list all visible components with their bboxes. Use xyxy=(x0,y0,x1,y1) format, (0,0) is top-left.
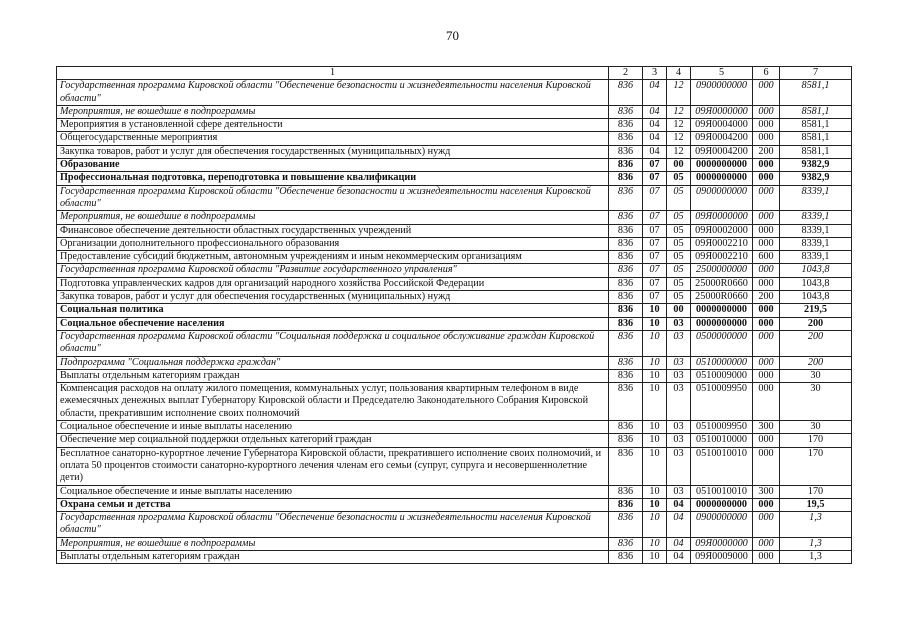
table-row xyxy=(57,119,852,132)
subsection-code-cell: 12 xyxy=(667,80,691,106)
ministry-code-cell: 836 xyxy=(609,119,643,132)
section-code-cell: 04 xyxy=(643,80,667,106)
row-name-cell: Социальное обеспечение населения xyxy=(57,317,609,330)
row-name-cell: Закупка товаров, работ и услуг для обеспечения государственных (муниципальных) нужд xyxy=(57,145,609,158)
row-name-cell: Закупка товаров, работ и услуг для обеспечения государственных (муниципальных) нужд xyxy=(57,291,609,304)
row-name-cell: Подготовка управленческих кадров для организаций народного хозяйства Российской Федерации xyxy=(57,277,609,290)
ministry-code-cell: 836 xyxy=(609,237,643,250)
row-name-cell: Государственная программа Кировской области "Обеспечение безопасности и жизнедеятельности населения Кировской области" xyxy=(57,512,609,538)
subsection-code-cell: 03 xyxy=(667,383,691,421)
subsection-code-cell: 05 xyxy=(667,264,691,277)
target-article-cell: 0000000000 xyxy=(691,304,753,317)
ministry-code-cell: 836 xyxy=(609,224,643,237)
subsection-code-cell: 05 xyxy=(667,277,691,290)
table-row xyxy=(57,383,852,421)
section-code-cell: 07 xyxy=(643,264,667,277)
section-code-cell: 10 xyxy=(643,317,667,330)
table-row xyxy=(57,356,852,369)
expense-type-cell: 000 xyxy=(753,237,780,250)
section-code-cell: 07 xyxy=(643,277,667,290)
amount-cell: 170 xyxy=(780,434,852,447)
amount-cell: 1,3 xyxy=(780,512,852,538)
section-code-cell: 07 xyxy=(643,224,667,237)
header-cell-section: 3 xyxy=(643,67,667,80)
subsection-code-cell: 05 xyxy=(667,211,691,224)
header-cell-ministry: 2 xyxy=(609,67,643,80)
section-code-cell: 07 xyxy=(643,291,667,304)
target-article-cell: 09Я0000000 xyxy=(691,105,753,118)
row-name-cell: Мероприятия, не вошедшие в подпрограммы xyxy=(57,211,609,224)
subsection-code-cell: 05 xyxy=(667,291,691,304)
ministry-code-cell: 836 xyxy=(609,277,643,290)
expense-type-cell: 000 xyxy=(753,80,780,106)
row-name-cell: Мероприятия в установленной сфере деятельности xyxy=(57,119,609,132)
amount-cell: 200 xyxy=(780,317,852,330)
ministry-code-cell: 836 xyxy=(609,145,643,158)
amount-cell: 1,3 xyxy=(780,537,852,550)
table-row xyxy=(57,159,852,172)
row-name-cell: Государственная программа Кировской области "Обеспечение безопасности и жизнедеятельности населения Кировской области" xyxy=(57,185,609,211)
ministry-code-cell: 836 xyxy=(609,132,643,145)
table-row xyxy=(57,132,852,145)
expense-type-cell: 000 xyxy=(753,119,780,132)
section-code-cell: 07 xyxy=(643,172,667,185)
table-row xyxy=(57,434,852,447)
ministry-code-cell: 836 xyxy=(609,447,643,485)
subsection-code-cell: 04 xyxy=(667,537,691,550)
target-article-cell: 09Я0002000 xyxy=(691,224,753,237)
row-name-cell: Предоставление субсидий бюджетным, автономным учреждениям и иным некоммерческим организациям xyxy=(57,251,609,264)
table-row xyxy=(57,512,852,538)
row-name-cell: Мероприятия, не вошедшие в подпрограммы xyxy=(57,105,609,118)
target-article-cell: 09Я0004200 xyxy=(691,132,753,145)
section-code-cell: 07 xyxy=(643,211,667,224)
target-article-cell: 09Я0000000 xyxy=(691,537,753,550)
row-name-cell: Общегосударственные мероприятия xyxy=(57,132,609,145)
ministry-code-cell: 836 xyxy=(609,434,643,447)
expense-type-cell: 000 xyxy=(753,264,780,277)
row-name-cell: Государственная программа Кировской области "Социальная поддержка и социальное обслуживание граждан Кировской области" xyxy=(57,330,609,356)
row-name-cell: Выплаты отдельным категориям граждан xyxy=(57,550,609,563)
ministry-code-cell: 836 xyxy=(609,159,643,172)
amount-cell: 1043,8 xyxy=(780,291,852,304)
amount-cell: 200 xyxy=(780,330,852,356)
amount-cell: 8339,1 xyxy=(780,237,852,250)
ministry-code-cell: 836 xyxy=(609,251,643,264)
table-row xyxy=(57,330,852,356)
expense-type-cell: 200 xyxy=(753,145,780,158)
row-name-cell: Обеспечение мер социальной поддержки отдельных категорий граждан xyxy=(57,434,609,447)
subsection-code-cell: 03 xyxy=(667,356,691,369)
subsection-code-cell: 05 xyxy=(667,224,691,237)
row-name-cell: Социальная политика xyxy=(57,304,609,317)
row-name-cell: Бесплатное санаторно-курортное лечение Губернатора Кировской области, прекратившего исполнение своих полномочий, и оплата 50 процентов стоимости санаторно-курортного лечения членам его семьи (супруг, супруга и несовершеннолетние дети) xyxy=(57,447,609,485)
target-article-cell: 0000000000 xyxy=(691,317,753,330)
section-code-cell: 10 xyxy=(643,434,667,447)
table-row xyxy=(57,145,852,158)
section-code-cell: 10 xyxy=(643,498,667,511)
section-code-cell: 04 xyxy=(643,119,667,132)
expense-type-cell: 000 xyxy=(753,172,780,185)
subsection-code-cell: 12 xyxy=(667,145,691,158)
row-name-cell: Государственная программа Кировской области "Развитие государственного управления" xyxy=(57,264,609,277)
table-row xyxy=(57,211,852,224)
table-row xyxy=(57,421,852,434)
target-article-cell: 0510000000 xyxy=(691,356,753,369)
target-article-cell: 0510010000 xyxy=(691,434,753,447)
amount-cell: 9382,9 xyxy=(780,172,852,185)
expense-type-cell: 000 xyxy=(753,356,780,369)
target-article-cell: 0510009000 xyxy=(691,369,753,382)
row-name-cell: Организации дополнительного профессионального образования xyxy=(57,237,609,250)
ministry-code-cell: 836 xyxy=(609,550,643,563)
target-article-cell: 0510010010 xyxy=(691,485,753,498)
expense-type-cell: 000 xyxy=(753,369,780,382)
ministry-code-cell: 836 xyxy=(609,80,643,106)
target-article-cell: 0000000000 xyxy=(691,498,753,511)
ministry-code-cell: 836 xyxy=(609,330,643,356)
amount-cell: 8339,1 xyxy=(780,251,852,264)
target-article-cell: 2500000000 xyxy=(691,264,753,277)
subsection-code-cell: 12 xyxy=(667,105,691,118)
target-article-cell: 0900000000 xyxy=(691,185,753,211)
subsection-code-cell: 05 xyxy=(667,251,691,264)
expense-type-cell: 300 xyxy=(753,421,780,434)
subsection-code-cell: 00 xyxy=(667,304,691,317)
target-article-cell: 0510010010 xyxy=(691,447,753,485)
expense-type-cell: 000 xyxy=(753,277,780,290)
subsection-code-cell: 03 xyxy=(667,434,691,447)
subsection-code-cell: 04 xyxy=(667,498,691,511)
amount-cell: 8581,1 xyxy=(780,119,852,132)
target-article-cell: 25000R0660 xyxy=(691,291,753,304)
section-code-cell: 10 xyxy=(643,330,667,356)
subsection-code-cell: 00 xyxy=(667,159,691,172)
subsection-code-cell: 03 xyxy=(667,485,691,498)
ministry-code-cell: 836 xyxy=(609,185,643,211)
row-name-cell: Подпрограмма "Социальная поддержка граждан" xyxy=(57,356,609,369)
expense-type-cell: 600 xyxy=(753,251,780,264)
target-article-cell: 09Я0002210 xyxy=(691,251,753,264)
expense-type-cell: 000 xyxy=(753,537,780,550)
section-code-cell: 07 xyxy=(643,251,667,264)
row-name-cell: Мероприятия, не вошедшие в подпрограммы xyxy=(57,537,609,550)
expense-type-cell: 300 xyxy=(753,485,780,498)
amount-cell: 1043,8 xyxy=(780,264,852,277)
subsection-code-cell: 12 xyxy=(667,119,691,132)
subsection-code-cell: 03 xyxy=(667,447,691,485)
expense-type-cell: 000 xyxy=(753,132,780,145)
section-code-cell: 10 xyxy=(643,421,667,434)
amount-cell: 200 xyxy=(780,356,852,369)
ministry-code-cell: 836 xyxy=(609,512,643,538)
subsection-code-cell: 05 xyxy=(667,185,691,211)
table-row xyxy=(57,485,852,498)
amount-cell: 30 xyxy=(780,383,852,421)
section-code-cell: 04 xyxy=(643,132,667,145)
target-article-cell: 0510009950 xyxy=(691,383,753,421)
ministry-code-cell: 836 xyxy=(609,498,643,511)
amount-cell: 9382,9 xyxy=(780,159,852,172)
amount-cell: 8581,1 xyxy=(780,105,852,118)
ministry-code-cell: 836 xyxy=(609,317,643,330)
expense-type-cell: 200 xyxy=(753,291,780,304)
table-row xyxy=(57,237,852,250)
table-row xyxy=(57,537,852,550)
amount-cell: 1043,8 xyxy=(780,277,852,290)
section-code-cell: 04 xyxy=(643,105,667,118)
ministry-code-cell: 836 xyxy=(609,537,643,550)
table-row xyxy=(57,447,852,485)
target-article-cell: 09Я0004000 xyxy=(691,119,753,132)
expense-type-cell: 000 xyxy=(753,383,780,421)
budget-table xyxy=(56,66,852,564)
target-article-cell: 25000R0660 xyxy=(691,277,753,290)
subsection-code-cell: 05 xyxy=(667,237,691,250)
section-code-cell: 07 xyxy=(643,185,667,211)
amount-cell: 8339,1 xyxy=(780,224,852,237)
table-row xyxy=(57,304,852,317)
ministry-code-cell: 836 xyxy=(609,304,643,317)
section-code-cell: 04 xyxy=(643,145,667,158)
header-cell-name: 1 xyxy=(57,67,609,80)
amount-cell: 8581,1 xyxy=(780,132,852,145)
table-row xyxy=(57,277,852,290)
section-code-cell: 10 xyxy=(643,537,667,550)
expense-type-cell: 000 xyxy=(753,159,780,172)
target-article-cell: 09Я0002210 xyxy=(691,237,753,250)
table-body xyxy=(57,80,852,564)
row-name-cell: Государственная программа Кировской области "Обеспечение безопасности и жизнедеятельности населения Кировской области" xyxy=(57,80,609,106)
table-row xyxy=(57,550,852,563)
subsection-code-cell: 05 xyxy=(667,172,691,185)
section-code-cell: 10 xyxy=(643,512,667,538)
subsection-code-cell: 04 xyxy=(667,512,691,538)
table-row xyxy=(57,291,852,304)
expense-type-cell: 000 xyxy=(753,512,780,538)
subsection-code-cell: 03 xyxy=(667,369,691,382)
target-article-cell: 0510009950 xyxy=(691,421,753,434)
section-code-cell: 10 xyxy=(643,550,667,563)
target-article-cell: 0900000000 xyxy=(691,512,753,538)
subsection-code-cell: 04 xyxy=(667,550,691,563)
section-code-cell: 07 xyxy=(643,159,667,172)
table-row xyxy=(57,498,852,511)
expense-type-cell: 000 xyxy=(753,105,780,118)
section-code-cell: 10 xyxy=(643,356,667,369)
subsection-code-cell: 03 xyxy=(667,421,691,434)
expense-type-cell: 000 xyxy=(753,185,780,211)
expense-type-cell: 000 xyxy=(753,224,780,237)
ministry-code-cell: 836 xyxy=(609,105,643,118)
section-code-cell: 10 xyxy=(643,485,667,498)
subsection-code-cell: 03 xyxy=(667,317,691,330)
ministry-code-cell: 836 xyxy=(609,211,643,224)
table-row xyxy=(57,369,852,382)
ministry-code-cell: 836 xyxy=(609,291,643,304)
header-cell-amount: 7 xyxy=(780,67,852,80)
ministry-code-cell: 836 xyxy=(609,356,643,369)
table-row xyxy=(57,317,852,330)
amount-cell: 8339,1 xyxy=(780,211,852,224)
section-code-cell: 10 xyxy=(643,447,667,485)
ministry-code-cell: 836 xyxy=(609,383,643,421)
row-name-cell: Финансовое обеспечение деятельности областных государственных учреждений xyxy=(57,224,609,237)
subsection-code-cell: 12 xyxy=(667,132,691,145)
expense-type-cell: 000 xyxy=(753,498,780,511)
ministry-code-cell: 836 xyxy=(609,369,643,382)
table-row xyxy=(57,251,852,264)
target-article-cell: 0000000000 xyxy=(691,172,753,185)
section-code-cell: 10 xyxy=(643,369,667,382)
amount-cell: 19,5 xyxy=(780,498,852,511)
row-name-cell: Выплаты отдельным категориям граждан xyxy=(57,369,609,382)
expense-type-cell: 000 xyxy=(753,211,780,224)
row-name-cell: Образование xyxy=(57,159,609,172)
table-row xyxy=(57,224,852,237)
table-header-row xyxy=(57,67,852,80)
header-cell-subsection: 4 xyxy=(667,67,691,80)
amount-cell: 30 xyxy=(780,369,852,382)
target-article-cell: 0000000000 xyxy=(691,159,753,172)
header-cell-target-article: 5 xyxy=(691,67,753,80)
target-article-cell: 09Я0004200 xyxy=(691,145,753,158)
row-name-cell: Профессиональная подготовка, переподготовка и повышение квалификации xyxy=(57,172,609,185)
ministry-code-cell: 836 xyxy=(609,485,643,498)
target-article-cell: 0500000000 xyxy=(691,330,753,356)
table-row xyxy=(57,105,852,118)
amount-cell: 1,3 xyxy=(780,550,852,563)
page-number: 70 xyxy=(446,28,459,43)
amount-cell: 30 xyxy=(780,421,852,434)
row-name-cell: Социальное обеспечение и иные выплаты населению xyxy=(57,421,609,434)
section-code-cell: 07 xyxy=(643,237,667,250)
ministry-code-cell: 836 xyxy=(609,264,643,277)
target-article-cell: 0900000000 xyxy=(691,80,753,106)
expense-type-cell: 000 xyxy=(753,447,780,485)
ministry-code-cell: 836 xyxy=(609,421,643,434)
target-article-cell: 09Я0009000 xyxy=(691,550,753,563)
amount-cell: 170 xyxy=(780,447,852,485)
expense-type-cell: 000 xyxy=(753,317,780,330)
amount-cell: 170 xyxy=(780,485,852,498)
row-name-cell: Социальное обеспечение и иные выплаты населению xyxy=(57,485,609,498)
header-cell-expense-type: 6 xyxy=(753,67,780,80)
amount-cell: 8339,1 xyxy=(780,185,852,211)
table-row xyxy=(57,80,852,106)
expense-type-cell: 000 xyxy=(753,434,780,447)
amount-cell: 8581,1 xyxy=(780,80,852,106)
ministry-code-cell: 836 xyxy=(609,172,643,185)
amount-cell: 219,5 xyxy=(780,304,852,317)
section-code-cell: 10 xyxy=(643,383,667,421)
subsection-code-cell: 03 xyxy=(667,330,691,356)
table-row xyxy=(57,185,852,211)
row-name-cell: Компенсация расходов на оплату жилого помещения, коммунальных услуг, пользования квартирным телефоном в виде ежемесячных денежных выплат Губернатору Кировской области и Председателю Законодательного Собрания Кировской области, прекратившим исполнение своих полномочий xyxy=(57,383,609,421)
table-row xyxy=(57,264,852,277)
row-name-cell: Охрана семьи и детства xyxy=(57,498,609,511)
expense-type-cell: 000 xyxy=(753,550,780,563)
expense-type-cell: 000 xyxy=(753,330,780,356)
amount-cell: 8581,1 xyxy=(780,145,852,158)
expense-type-cell: 000 xyxy=(753,304,780,317)
section-code-cell: 10 xyxy=(643,304,667,317)
table-row xyxy=(57,172,852,185)
target-article-cell: 09Я0000000 xyxy=(691,211,753,224)
